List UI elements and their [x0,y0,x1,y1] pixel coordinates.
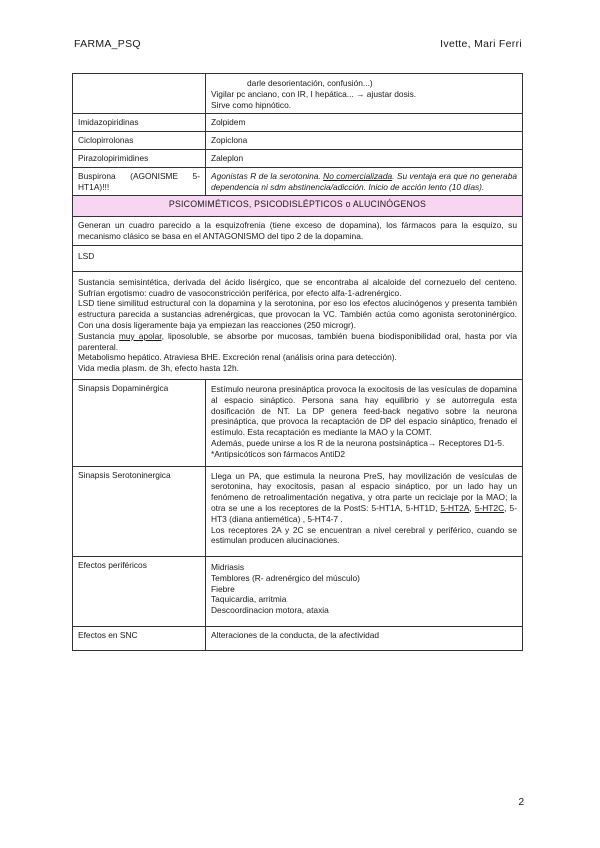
buspirona-label: Buspirona (AGONISME 5-HT1A)!!! [73,167,206,196]
drug-class-label: Ciclopirrolonas [73,132,206,150]
perif-content [206,557,523,627]
table-row [73,132,523,150]
sero-5ht2c: 5-HT2C [474,502,505,513]
perif-label: Efectos periféricos [73,557,206,627]
lsd-p3-c: , liposoluble, se absorbe por mucosas, también buena biodisponibilidad oral, hasta por vía parenteral. [78,330,518,352]
header-right: Ivette, Mari Ferri [440,38,522,50]
drug-class-label: Pirazolopirimidines [73,149,206,167]
buspirona-text-c: . Su ventaja era que no generaba dependencia ni sdm abstinencia/adicción. Inicio de acción lento (10 días). [211,170,518,192]
section-header-row [73,196,523,217]
sero-label: Sinapsis Serotoninergica [73,466,206,557]
dopa-content [206,379,523,466]
table-row [73,217,523,246]
dopa-paragraph: Además, puede unirse a los R de la neurona postsináptica→ Receptores D1-5. [211,437,505,448]
section-intro: Generan un cuadro parecido a la esquizofrenia (tiene exceso de dopamina), los fármacos para la esquizo, su mecanismo clásico se basa en el ANTAGONISMO del tipo 2 de la dopamina. [73,217,523,246]
table-row [73,627,523,651]
sero-paragraph [211,471,517,525]
table-row [73,557,523,627]
snc-label: Efectos en SNC [73,627,206,651]
list-item: Descoordinacion motora, ataxia [211,605,329,616]
sero-content [206,466,523,557]
snc-value: Alteraciones de la conducta, de la afectividad [206,627,523,651]
list-item: Fiebre [211,583,235,594]
table-row [73,74,523,114]
sero-5ht2a: 5-HT2A [440,502,470,513]
list-item: Temblores (R- adrenérgico del músculo) [211,572,360,583]
drug-name: Zaleplon [206,149,523,167]
table-row [73,167,523,196]
lsd-paragraph: Sustancia semisintética, derivada del ácido lisérgico, que se encontraba al alcaloide del cornezuelo del centeno. Sufrían ergotismo: cuadro de vasoconstricción periférica, por efecto alfa-1-adrenérgico. [78,276,517,298]
table-row [73,379,523,466]
buspirona-text [206,167,523,196]
continuation-line-1: darle desorientación, confusión...) [247,78,373,88]
lsd-p3-a: Sustancia [78,330,119,341]
lsd-p3-apolar: muy apolar [118,330,162,341]
table-row [73,271,523,379]
lsd-description [73,271,523,379]
table-row [73,114,523,132]
lsd-paragraph: Metabolismo hepático. Atraviesa BHE. Excreción renal (análisis orina para detección). [78,352,397,363]
list-item: Taquicardia, arritmia [211,594,287,605]
page-number: 2 [518,797,524,808]
dopa-paragraph: Estímulo neurona presináptica provoca la exocitosis de las vesículas de dopamina al espacio sináptico. Persona sana hay equilibrio y se autorregula esta dosificación de NT. La DP genera feed-back negativo sobre la neurona presináptica, que provoca la recaptación de DP del espacio sináptico, frenado el estímulo. Esta recaptación es mediante la MAO y la COMT. [211,383,517,438]
continuation-line-3: Sirve como hipnótico. [211,99,292,110]
header-left: FARMA_PSQ [74,38,141,50]
lsd-paragraph: LSD tiene similitud estructural con la dopamina y la serotonina, por eso los efectos alucinógenos y presenta también estructura parecida a sustancias adrenérgicas, que provocan la VC. También actúa como agonista serotoninérgico. Con una dosis ligeramente baja ya empiezan las reacciones (250 microgr). [78,298,517,330]
drug-name: Zopiclona [206,132,523,150]
continuation-line-2: Vigilar pc anciano, con IR, I hepática... → ajustar dosis. [211,88,417,99]
buspirona-not-marketed: No comercializada [323,170,393,181]
buspirona-text-a: Agonistas R de la serotonina. [211,170,324,181]
table-row [73,149,523,167]
empty-label-cell [73,74,206,114]
list-item: Midriasis [211,562,245,573]
dopa-label: Sinapsis Dopaminérgica [73,379,206,466]
sero-p1-e: , 5-HT3 (diana antiemética) , 5-HT4-7 . [211,502,518,524]
drug-name: Zolpidem [206,114,523,132]
lsd-title: LSD [73,245,523,271]
drug-class-label: Imidazopiridinas [73,114,206,132]
table-row [73,466,523,557]
table-row [73,245,523,271]
dopa-paragraph: *Antipsicóticos son fármacos AntiD2 [211,448,346,459]
continuation-cell [206,74,523,114]
lsd-paragraph: Vida media plasm. de 3h, efecto hasta 12h. [78,363,239,374]
lsd-paragraph [78,331,517,353]
sero-p1-c: , [469,502,475,513]
sero-p1-a: Llega un PA, que estimula la neurona PreS, hay movilización de vesículas de serotonina, hay exocitosis, pasan al espacio sináptico, por un lado hay un fenómeno de retroalimentación negativa, y otra parte un reciclaje por la MAO; la otra se une a los receptores de la PostS: 5-HT1A, 5-HT1D, [211,470,517,513]
section-title: PSICOMIMÉTICOS, PSICODISLÉPTICOS o ALUCINÓGENOS [73,196,523,217]
sero-paragraph: Los receptores 2A y 2C se encuentran a nivel cerebral y periférico, cuando se estimulan producen alucinaciones. [211,524,517,546]
notes-table [72,73,523,651]
